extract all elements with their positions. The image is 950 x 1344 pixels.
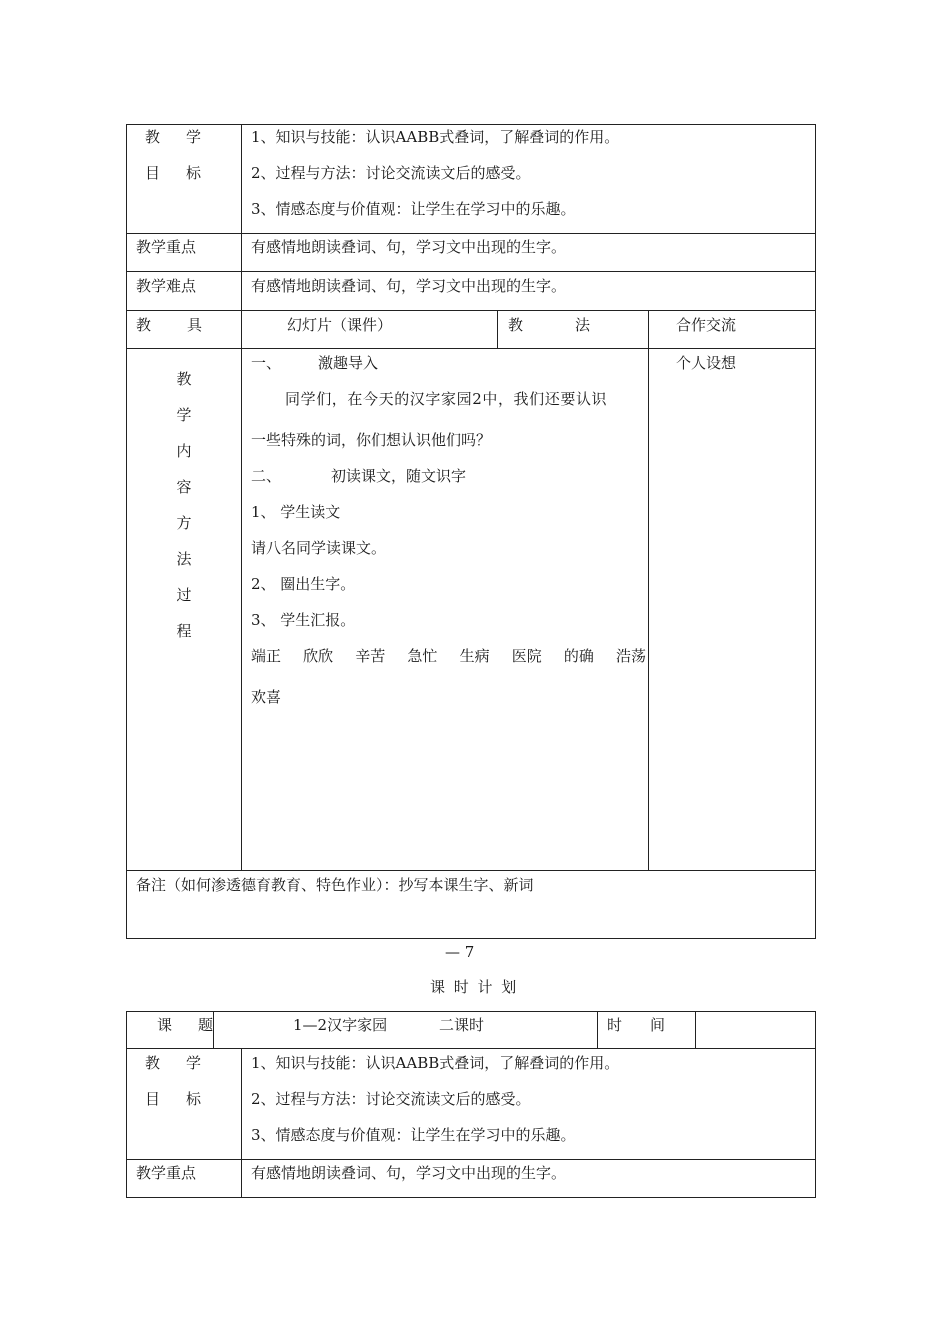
step-3: 3、 学生汇报。 [251, 611, 356, 629]
process-label: 教 学 内 容 方 法 过 程 [176, 370, 192, 640]
step-1-detail: 请八名同学读课文。 [251, 539, 387, 557]
topic-label: 课 题 [157, 1016, 213, 1034]
goal-process: 2、过程与方法：讨论交流读文后的感受。 [251, 164, 531, 182]
goal-process: 2、过程与方法：讨论交流读文后的感受。 [251, 1090, 531, 1108]
goal-attitude: 3、情感态度与价值观：让学生在学习中的乐趣。 [251, 1126, 576, 1144]
section1-number: 一、 [251, 354, 282, 372]
intro-line-2: 一些特殊的词，你们想认识他们吗？ [251, 431, 492, 449]
word-item: 浩荡 [615, 647, 646, 665]
word-item: 急忙 [407, 647, 438, 665]
goal-knowledge: 1、知识与技能：认识AABB式叠词，了解叠词的作用。 [251, 128, 620, 146]
difficulty-text: 有感情地朗读叠词、句，学习文中出现的生字。 [251, 277, 567, 295]
word-item: 端正 [251, 647, 282, 665]
intro-line-1: 同学们，在今天的汉字家园2中，我们还要认识 [285, 390, 608, 408]
side-note: 个人设想 [676, 354, 737, 372]
goals-label-line1: 教 学 [145, 128, 201, 146]
goals-label-line2: 目 标 [145, 1090, 201, 1108]
section2-title: 初读课文，随文识字 [331, 467, 467, 485]
page-number: — 7 [445, 943, 475, 961]
last-word: 欢喜 [251, 688, 282, 706]
tools-label: 教 具 [136, 316, 202, 334]
word-item: 欣欣 [303, 647, 334, 665]
key-points-label: 教学重点 [136, 238, 197, 256]
word-item: 生病 [459, 647, 490, 665]
word-list [251, 646, 646, 666]
word-item: 的确 [563, 647, 594, 665]
lesson-count: 二课时 [439, 1016, 485, 1034]
word-item: 辛苦 [355, 647, 386, 665]
word-item: 医院 [511, 647, 542, 665]
topic-value: 1—2汉字家园 [293, 1016, 388, 1034]
section2-number: 二、 [251, 467, 282, 485]
goals-label-line1: 教 学 [145, 1054, 201, 1072]
method-label: 教 法 [508, 316, 590, 334]
section1-title: 激趣导入 [318, 354, 379, 372]
remarks: 备注（如何渗透德育教育、特色作业）：抄写本课生字、新词 [136, 876, 534, 894]
method-value: 合作交流 [676, 316, 737, 334]
goals-label-line2: 目 标 [145, 164, 201, 182]
key-points-label: 教学重点 [136, 1164, 197, 1182]
time-label: 时 间 [607, 1016, 665, 1034]
goal-knowledge: 1、知识与技能：认识AABB式叠词，了解叠词的作用。 [251, 1054, 620, 1072]
plan-title: 课 时 计 划 [430, 978, 519, 996]
key-points-text: 有感情地朗读叠词、句，学习文中出现的生字。 [251, 238, 567, 256]
step-1: 1、 学生读文 [251, 503, 341, 521]
difficulty-label: 教学难点 [136, 277, 197, 295]
goal-attitude: 3、情感态度与价值观：让学生在学习中的乐趣。 [251, 200, 576, 218]
step-2: 2、 圈出生字。 [251, 575, 356, 593]
key-points-text: 有感情地朗读叠词、句，学习文中出现的生字。 [251, 1164, 567, 1182]
tools-value: 幻灯片（课件） [287, 316, 393, 334]
